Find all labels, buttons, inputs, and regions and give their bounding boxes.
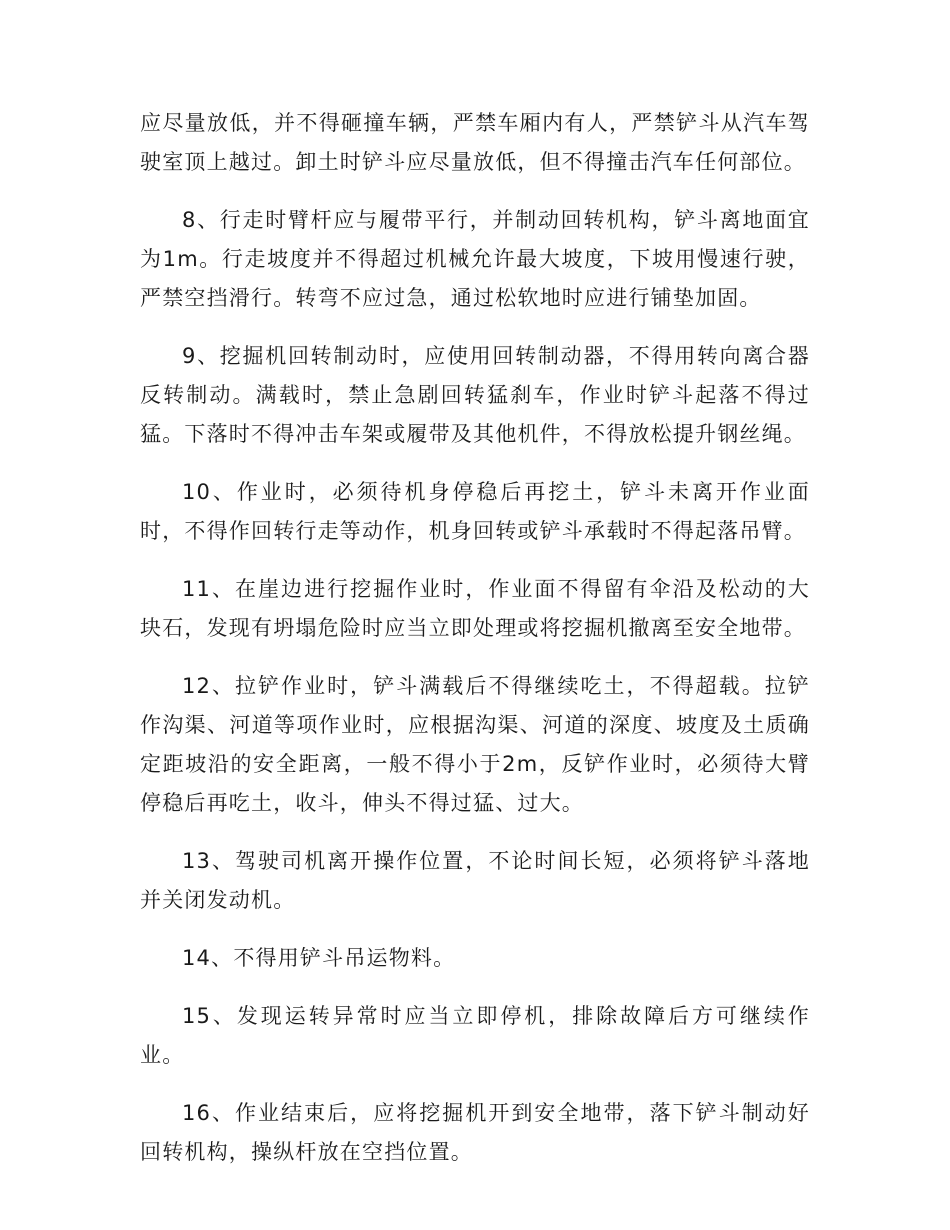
paragraph-item-14: 14、不得用铲斗吊运物料。: [182, 946, 456, 970]
paragraph-item-8: 8、行走时臂杆应与履带平行，并制动回转机构，铲斗离地面宜为1m。行走坡度并不得超过机械允许最大坡度，下坡用慢速行驶，严禁空挡滑行。转弯不应过急，通过松软地时应进行铺垫加固。: [140, 208, 810, 310]
paragraph-item-9: 9、挖掘机回转制动时，应使用回转制动器，不得用转向离合器反转制动。满载时，禁止急剧回转猛刹车，作业时铲斗起落不得过猛。下落时不得冲击车架或履带及其他机件，不得放松提升钢丝绳。: [140, 344, 810, 446]
paragraph-item-11: 11、在崖边进行挖掘作业时，作业面不得留有伞沿及松动的大块石，发现有坍塌危险时应当立即处理或将挖掘机撤离至安全地带。: [140, 577, 810, 640]
paragraph-item-15: 15、发现运转异常时应当立即停机，排除故障后方可继续作业。: [140, 1004, 810, 1067]
paragraph-item-16: 16、作业结束后，应将挖掘机开到安全地带，落下铲斗制动好回转机构，操纵杆放在空挡位置。: [140, 1101, 810, 1164]
paragraph-continuation: 应尽量放低，并不得砸撞车辆，严禁车厢内有人，严禁铲斗从汽车驾驶室顶上越过。卸土时铲斗应尽量放低，但不得撞击汽车任何部位。: [140, 111, 810, 174]
document-body: [140, 104, 810, 1191]
paragraph-item-12: 12、拉铲作业时，铲斗满载后不得继续吃土，不得超载。拉铲作沟渠、河道等项作业时，应根据沟渠、河道的深度、坡度及土质确定距坡沿的安全距离，一般不得小于2m，反铲作业时，必须待大臂停稳后再吃土，收斗，伸头不得过猛、过大。: [140, 674, 810, 815]
paragraph-item-10: 10、作业时，必须待机身停稳后再挖土，铲斗未离开作业面时，不得作回转行走等动作，机身回转或铲斗承载时不得起落吊臂。: [140, 480, 810, 543]
paragraph-item-13: 13、驾驶司机离开操作位置，不论时间长短，必须将铲斗落地并关闭发动机。: [140, 849, 810, 912]
